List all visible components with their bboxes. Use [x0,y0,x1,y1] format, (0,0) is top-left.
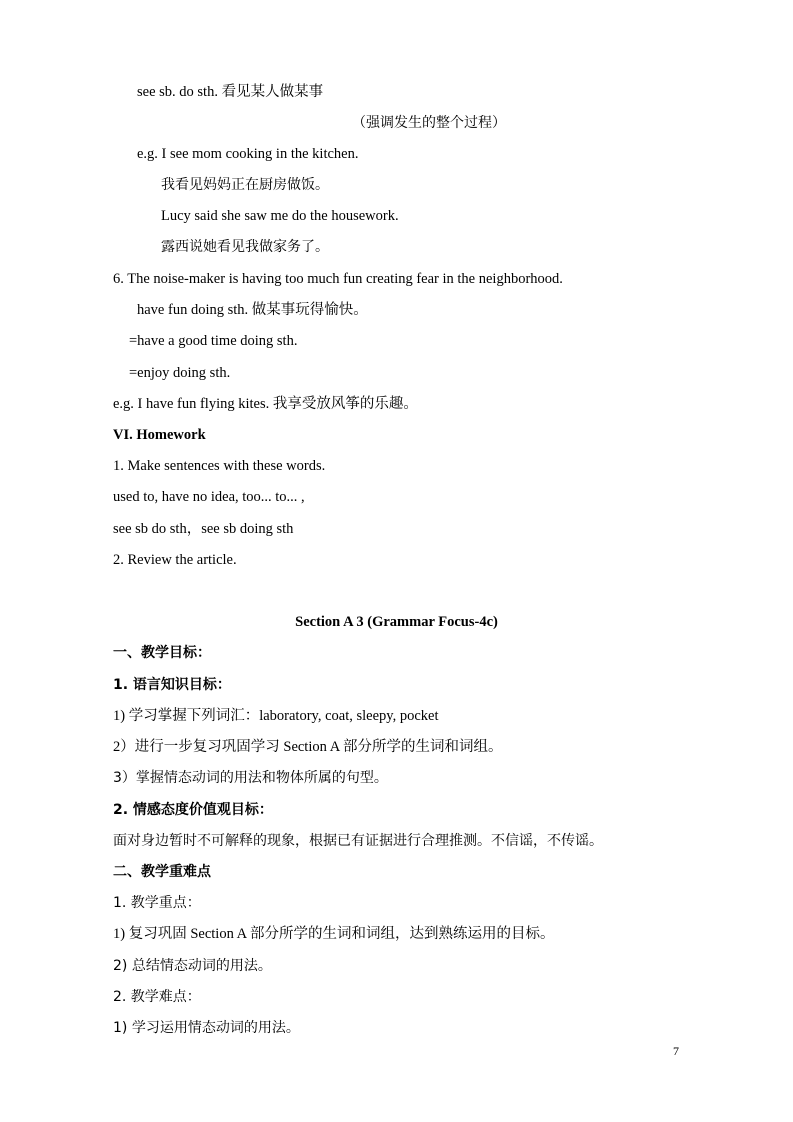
note-whole-process: （强调发生的整个过程） [352,115,506,131]
section-title: Section A 3 (Grammar Focus-4c) [295,614,498,630]
item-6-sentence: 6. The noise-maker is having too much fun creating fear in the neighborhood. [113,271,563,287]
homework-word-list: used to, have no idea, too... to... , [113,489,305,505]
example-cooking: e.g. I see mom cooking in the kitchen. [137,146,359,162]
page-number: 7 [673,1044,679,1058]
homework-item-1: 1. Make sentences with these words. [113,458,326,474]
translation-cooking: 我看见妈妈正在厨房做饭。 [161,177,329,193]
key-point-1: 1) 复习巩固 Section A 部分所学的生词和词组，达到熟练运用的目标。 [113,926,555,942]
heading-attitude-goals: 2. 情感态度价值观目标： [113,802,273,818]
phrase-good-time: =have a good time doing sth. [129,333,298,349]
goal-vocabulary: 1) 学习掌握下列词汇：laboratory, coat, sleepy, pocket [113,708,439,724]
homework-phrase-list: see sb do sth，see sb doing sth [113,521,294,537]
homework-item-2: 2. Review the article. [113,552,237,568]
heading-key-difficult-points: 二、教学重难点 [113,864,211,880]
heading-teaching-goals: 一、教学目标： [113,645,211,661]
goal-modal-verbs: 3）掌握情态动词的用法和物体所属的句型。 [113,770,388,786]
attitude-goal-text: 面对身边暂时不可解释的现象，根据已有证据进行合理推测。不信谣，不传谣。 [113,833,603,849]
example-housework: Lucy said she saw me do the housework. [161,208,399,224]
heading-difficult-points: 2. 教学难点： [113,989,201,1005]
difficult-point-1: 1) 学习运用情态动词的用法。 [113,1020,300,1036]
heading-homework: VI. Homework [113,427,206,443]
goal-review: 2）进行一步复习巩固学习 Section A 部分所学的生词和词组。 [113,739,503,755]
translation-housework: 露西说她看见我做家务了。 [161,239,329,255]
phrase-see-sb-do-sth: see sb. do sth. 看见某人做某事 [137,84,324,100]
heading-language-goals: 1. 语言知识目标： [113,677,231,693]
heading-key-points: 1. 教学重点： [113,895,201,911]
phrase-enjoy: =enjoy doing sth. [129,365,231,381]
example-kites: e.g. I have fun flying kites. 我享受放风筝的乐趣。 [113,396,418,412]
key-point-2: 2) 总结情态动词的用法。 [113,958,272,974]
phrase-have-fun: have fun doing sth. 做某事玩得愉快。 [137,302,368,318]
